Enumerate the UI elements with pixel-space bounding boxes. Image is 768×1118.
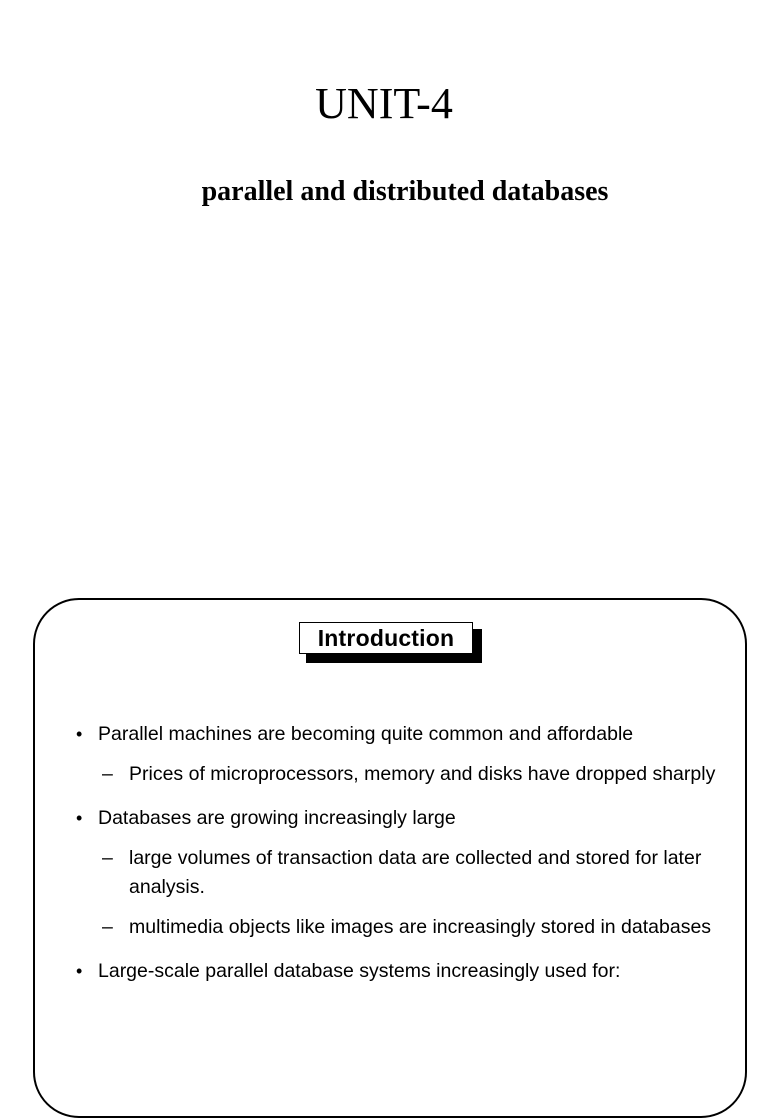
unit-title: UNIT-4 <box>315 79 453 128</box>
sub-bullet-item <box>76 844 736 902</box>
sub-bullet-text: large volumes of transaction data are collected and stored for later analysis. <box>129 847 702 898</box>
slide-heading-text: Introduction <box>299 622 473 654</box>
sub-bullet-marker: – <box>102 763 113 785</box>
bullet-text: Databases are growing increasingly large <box>98 807 456 829</box>
bullet-item <box>76 720 736 749</box>
bullet-text: Large-scale parallel database systems increasingly used for: <box>98 960 621 982</box>
bullet-marker: • <box>76 808 83 828</box>
bullet-list <box>76 720 736 986</box>
unit-subtitle: parallel and distributed databases <box>201 176 609 207</box>
bullet-marker: • <box>76 961 83 981</box>
sub-bullet-text: multimedia objects like images are increasingly stored in databases <box>129 916 712 938</box>
bullet-item <box>76 804 736 833</box>
bullet-marker: • <box>76 724 83 744</box>
bullet-item <box>76 957 736 986</box>
bullet-text: Parallel machines are becoming quite common and affordable <box>98 723 634 745</box>
sub-bullet-marker: – <box>102 916 113 938</box>
sub-bullet-marker: – <box>102 847 113 869</box>
sub-bullet-item <box>76 760 736 789</box>
sub-bullet-text: Prices of microprocessors, memory and disks have dropped sharply <box>129 763 716 785</box>
slide-heading <box>299 622 473 654</box>
sub-bullet-item <box>76 913 736 942</box>
